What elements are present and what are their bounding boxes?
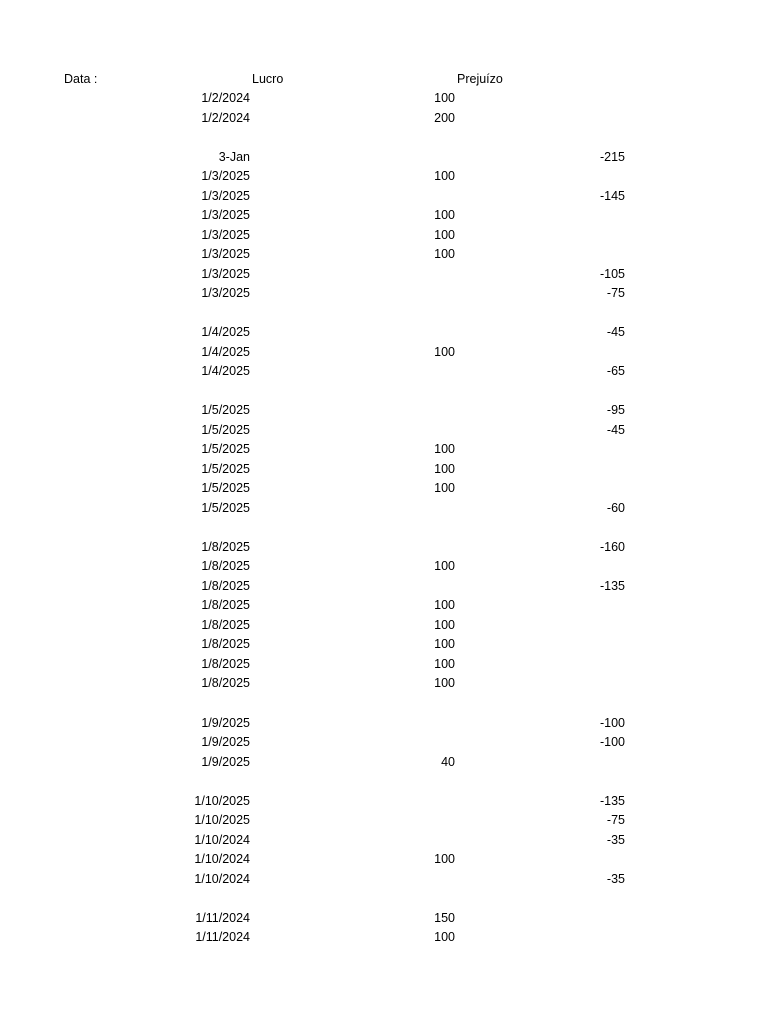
lucro-cell: 100 xyxy=(434,481,455,496)
lucro-cell: 100 xyxy=(434,461,455,476)
table-row xyxy=(0,714,768,734)
table-row xyxy=(0,616,768,636)
date-cell: 1/10/2025 xyxy=(194,793,250,808)
table-row xyxy=(0,382,768,402)
prejuizo-cell: -95 xyxy=(606,403,625,418)
date-cell: 1/9/2025 xyxy=(201,715,250,730)
lucro-cell: 100 xyxy=(434,676,455,691)
table-row xyxy=(0,557,768,577)
date-cell: 1/5/2025 xyxy=(201,481,250,496)
lucro-cell: 150 xyxy=(434,910,455,925)
table-row xyxy=(0,674,768,694)
prejuizo-cell: -145 xyxy=(599,188,625,203)
lucro-cell: 100 xyxy=(434,91,455,105)
prejuizo-cell: -105 xyxy=(599,266,625,281)
table-row xyxy=(0,753,768,773)
date-cell: 1/11/2024 xyxy=(195,930,250,945)
table-row xyxy=(0,792,768,812)
prejuizo-cell: -75 xyxy=(606,286,625,301)
date-cell: 1/5/2025 xyxy=(201,422,250,437)
table-row xyxy=(0,518,768,538)
date-cell: 1/8/2025 xyxy=(201,559,250,574)
table-row xyxy=(0,187,768,207)
lucro-cell: 100 xyxy=(434,598,455,613)
prejuizo-cell: -35 xyxy=(606,832,625,847)
prejuizo-cell: -65 xyxy=(606,364,625,379)
lucro-cell: 100 xyxy=(434,617,455,632)
date-cell: 1/10/2025 xyxy=(194,813,250,828)
prejuizo-cell: -135 xyxy=(599,793,625,808)
table-row xyxy=(0,889,768,909)
table-row xyxy=(0,694,768,714)
date-cell: 1/3/2025 xyxy=(201,227,250,242)
prejuizo-cell: -160 xyxy=(599,539,625,554)
table-row xyxy=(0,909,768,929)
table-row xyxy=(0,850,768,870)
table-row xyxy=(0,109,768,129)
table-row xyxy=(0,167,768,187)
date-cell: 1/3/2025 xyxy=(201,266,250,281)
prejuizo-cell: -35 xyxy=(606,871,625,886)
table-row xyxy=(0,635,768,655)
date-cell: 1/5/2025 xyxy=(201,500,250,515)
header-row xyxy=(0,70,768,89)
date-cell: 1/10/2024 xyxy=(194,871,250,886)
date-cell: 1/10/2024 xyxy=(194,832,250,847)
table-row xyxy=(0,421,768,441)
table-row xyxy=(0,928,768,948)
prejuizo-cell: -100 xyxy=(599,735,625,750)
table-row xyxy=(0,265,768,285)
date-cell: 1/3/2025 xyxy=(201,208,250,223)
prejuizo-cell: -45 xyxy=(606,325,625,340)
date-cell: 1/4/2025 xyxy=(201,344,250,359)
table-row xyxy=(0,577,768,597)
date-cell: 1/3/2025 xyxy=(201,169,250,184)
date-cell: 1/3/2025 xyxy=(201,188,250,203)
table-row xyxy=(0,323,768,343)
table-row xyxy=(0,245,768,265)
date-cell: 1/2/2024 xyxy=(201,91,250,105)
table-row xyxy=(0,89,768,109)
date-cell: 1/2/2024 xyxy=(201,110,250,125)
lucro-cell: 100 xyxy=(434,852,455,867)
date-cell: 1/8/2025 xyxy=(201,656,250,671)
date-cell: 1/8/2025 xyxy=(201,578,250,593)
table-row xyxy=(0,811,768,831)
date-cell: 1/9/2025 xyxy=(201,735,250,750)
date-cell: 1/4/2025 xyxy=(201,364,250,379)
date-cell: 1/9/2025 xyxy=(201,754,250,769)
table-row xyxy=(0,401,768,421)
prejuizo-cell: -45 xyxy=(606,422,625,437)
lucro-cell: 100 xyxy=(434,442,455,457)
lucro-cell: 100 xyxy=(434,169,455,184)
date-cell: 3-Jan xyxy=(218,149,250,164)
lucro-cell: 100 xyxy=(434,637,455,652)
lucro-cell: 100 xyxy=(434,344,455,359)
data-rows xyxy=(0,89,768,948)
lucro-column-header: Lucro xyxy=(252,72,284,86)
table-row xyxy=(0,772,768,792)
lucro-cell: 100 xyxy=(434,930,455,945)
date-cell: 1/3/2025 xyxy=(201,247,250,262)
prejuizo-cell: -135 xyxy=(599,578,625,593)
table-row xyxy=(0,284,768,304)
table-row xyxy=(0,440,768,460)
table-row xyxy=(0,128,768,148)
date-cell: 1/8/2025 xyxy=(201,539,250,554)
prejuizo-cell: -75 xyxy=(606,813,625,828)
table-row xyxy=(0,499,768,519)
date-cell: 1/4/2025 xyxy=(201,325,250,340)
table-row xyxy=(0,831,768,851)
table-row xyxy=(0,479,768,499)
date-cell: 1/5/2025 xyxy=(201,403,250,418)
table-row xyxy=(0,870,768,890)
table-row xyxy=(0,733,768,753)
table-row xyxy=(0,538,768,558)
prejuizo-cell: -60 xyxy=(606,500,625,515)
table-row xyxy=(0,460,768,480)
date-cell: 1/8/2025 xyxy=(201,637,250,652)
table-row xyxy=(0,304,768,324)
lucro-cell: 100 xyxy=(434,656,455,671)
date-cell: 1/10/2024 xyxy=(194,852,250,867)
date-cell: 1/5/2025 xyxy=(201,442,250,457)
lucro-cell: 200 xyxy=(434,110,455,125)
prejuizo-column-header: Prejuízo xyxy=(457,72,503,86)
table-row xyxy=(0,596,768,616)
date-cell: 1/11/2024 xyxy=(195,910,250,925)
prejuizo-cell: -100 xyxy=(599,715,625,730)
table-row xyxy=(0,206,768,226)
date-cell: 1/5/2025 xyxy=(201,461,250,476)
table-row xyxy=(0,226,768,246)
lucro-cell: 100 xyxy=(434,559,455,574)
date-cell: 1/3/2025 xyxy=(201,286,250,301)
date-cell: 1/8/2025 xyxy=(201,598,250,613)
table-row xyxy=(0,655,768,675)
lucro-cell: 100 xyxy=(434,208,455,223)
date-cell: 1/8/2025 xyxy=(201,617,250,632)
table-row xyxy=(0,343,768,363)
lucro-cell: 100 xyxy=(434,227,455,242)
date-cell: 1/8/2025 xyxy=(201,676,250,691)
table-row xyxy=(0,148,768,168)
prejuizo-cell: -215 xyxy=(599,149,625,164)
lucro-cell: 100 xyxy=(434,247,455,262)
date-column-header: Data : xyxy=(64,72,98,86)
table-row xyxy=(0,362,768,382)
lucro-cell: 40 xyxy=(441,754,455,769)
